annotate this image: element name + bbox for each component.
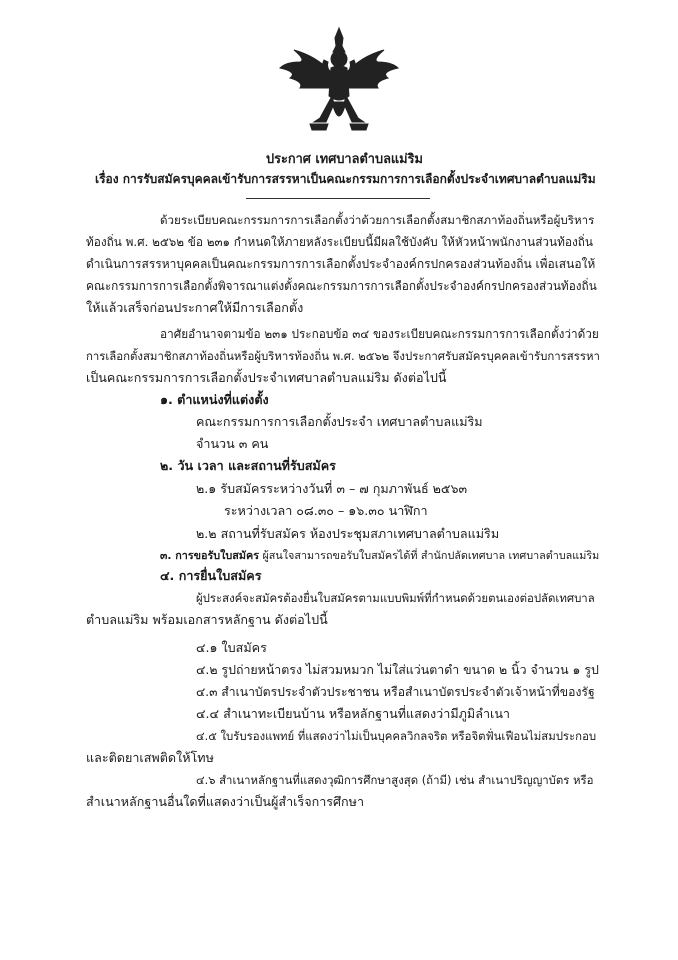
section-3-line	[160, 548, 599, 564]
paragraph-1-line: ให้แล้วเสร็จก่อนประกาศให้มีการเลือกตั้ง	[86, 300, 304, 315]
paragraph-2-line: การเลือกตั้งสมาชิกสภาท้องถิ่นหรือผู้บริหารท้องถิ่น พ.ศ. ๒๕๖๒ จึงประกาศรับสมัครบุคคลเข้ารับการสรรหา	[86, 349, 600, 363]
section-1-position: คณะกรรมการการเลือกตั้งประจำ เทศบาลตำบลแม่ริม	[196, 414, 483, 429]
section-4-intro: ตำบลแม่ริม พร้อมเอกสารหลักฐาน ดังต่อไปนี้	[86, 612, 328, 627]
announcement-title: ประกาศ เทศบาลตำบลแม่ริม	[266, 152, 423, 167]
section-2-item: ๒.๒ สถานที่รับสมัคร ห้องประชุมสภาเทศบาลตำบลแม่ริม	[196, 526, 500, 541]
announcement-subject: เรื่อง การรับสมัครบุคคลเข้ารับการสรรหาเป็นคณะกรรมการการเลือกตั้งประจำเทศบาลตำบลแม่ริม	[95, 172, 596, 186]
paragraph-1-line: ด้วยระเบียบคณะกรรมการการเลือกตั้งว่าด้วยการเลือกตั้งสมาชิกสภาท้องถิ่นหรือผู้บริหาร	[160, 213, 595, 227]
section-4-item: ๔.๒ รูปถ่ายหน้าตรง ไม่สวมหมวก ไม่ใส่แว่นตาดำ ขนาด ๒ นิ้ว จำนวน ๑ รูป	[196, 662, 599, 677]
title-underline	[246, 198, 430, 199]
section-4-item: ๔.๖ สำเนาหลักฐานที่แสดงวุฒิการศึกษาสูงสุด (ถ้ามี) เช่น สำเนาปริญญาบัตร หรือ	[196, 773, 594, 787]
section-3-text: ผู้สนใจสามารถขอรับใบสมัครได้ที่ สำนักปลัดเทศบาล เทศบาลตำบลแม่ริม	[262, 549, 600, 562]
paragraph-1-line: ท้องถิ่น พ.ศ. ๒๕๖๒ ข้อ ๒๓๑ กำหนดให้ภายหลังระเบียบนี้มีผลใช้บังคับ ให้หัวหน้าพนักงานส่วนท้องถิ่น	[86, 235, 593, 249]
section-3-heading: ๓. การขอรับใบสมัคร	[160, 549, 260, 562]
section-2-heading: ๒. วัน เวลา และสถานที่รับสมัคร	[160, 458, 336, 473]
section-2-item: ๒.๑ รับสมัครระหว่างวันที่ ๓ – ๗ กุมภาพันธ์ ๒๕๖๓	[196, 481, 468, 496]
paragraph-2-line: อาศัยอำนาจตามข้อ ๒๓๑ ประกอบข้อ ๓๔ ของระเบียบคณะกรรมการการเลือกตั้งว่าด้วย	[160, 327, 599, 341]
section-1-heading: ๑. ตำแหน่งที่แต่งตั้ง	[160, 392, 269, 407]
section-1-count: จำนวน ๓ คน	[196, 436, 269, 451]
section-4-item: ๔.๕ ใบรับรองแพทย์ ที่แสดงว่าไม่เป็นบุคคลวิกลจริต หรือจิตฟั่นเฟือนไม่สมประกอบ	[196, 729, 597, 743]
section-2-time: ระหว่างเวลา ๐๘.๓๐ – ๑๖.๓๐ นาฬิกา	[224, 503, 428, 518]
paragraph-1-line: คณะกรรมการการเลือกตั้งพิจารณาแต่งตั้งคณะกรรมการการเลือกตั้งประจำองค์กรปกครองส่วนท้องถิ่น	[86, 279, 597, 293]
section-4-intro: ผู้ประสงค์จะสมัครต้องยื่นใบสมัครตามแบบพิมพ์ที่กำหนดด้วยตนเองต่อปลัดเทศบาล	[196, 591, 595, 605]
section-4-item: ๔.๔ สำเนาทะเบียนบ้าน หรือหลักฐานที่แสดงว่ามีภูมิลำเนา	[196, 706, 511, 721]
paragraph-2-line: เป็นคณะกรรมการการเลือกตั้งประจำเทศบาลตำบลแม่ริม ดังต่อไปนี้	[86, 370, 447, 385]
section-4-item-cont: สำเนาหลักฐานอื่นใดที่แสดงว่าเป็นผู้สำเร็จการศึกษา	[86, 794, 365, 809]
section-4-item: ๔.๑ ใบสมัคร	[196, 640, 267, 655]
section-4-item: ๔.๓ สำเนาบัตรประจำตัวประชาชน หรือสำเนาบัตรประจำตัวเจ้าหน้าที่ของรัฐ	[196, 685, 595, 699]
paragraph-1-line: ดำเนินการสรรหาบุคคลเป็นคณะกรรมการการเลือกตั้งประจำองค์กรปกครองส่วนท้องถิ่น เพื่อเสนอให้	[86, 257, 596, 271]
garuda-emblem-icon	[276, 26, 402, 138]
section-4-item-cont: และติดยาเสพติดให้โทษ	[86, 750, 214, 765]
section-4-heading: ๔. การยื่นใบสมัคร	[160, 568, 262, 583]
